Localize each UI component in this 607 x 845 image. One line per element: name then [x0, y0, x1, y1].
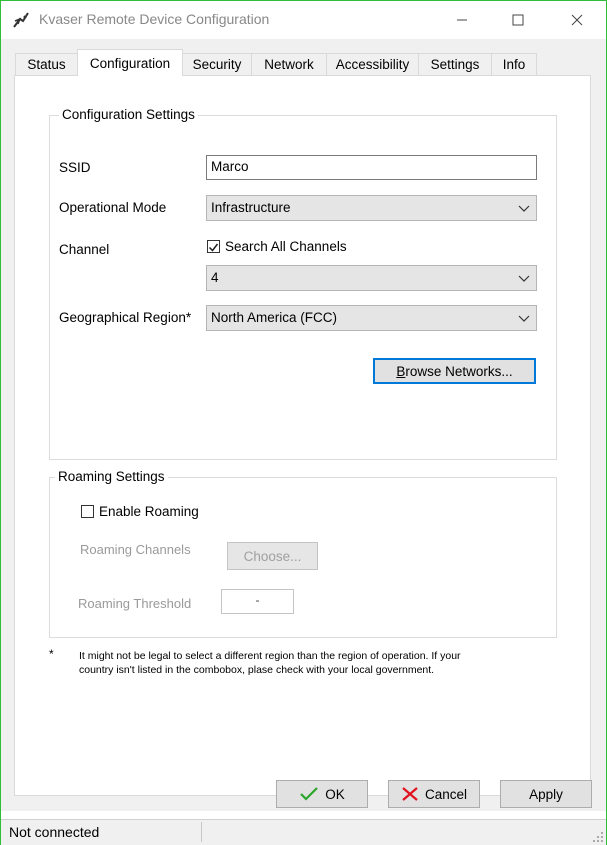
close-button[interactable]	[554, 1, 600, 39]
roaming-threshold-input[interactable]	[221, 589, 294, 614]
status-divider	[201, 822, 202, 842]
tab-label: Status	[27, 57, 66, 72]
tab-status[interactable]	[15, 53, 78, 75]
roaming-settings-group	[49, 469, 557, 638]
roaming-channels-label: Roaming Channels	[80, 542, 191, 557]
ok-button[interactable]	[276, 780, 368, 808]
tab-label: Info	[502, 57, 526, 72]
geographical-region-combo[interactable]	[206, 305, 537, 331]
roaming-settings-title: Roaming Settings	[55, 469, 168, 484]
ssid-label: SSID	[59, 160, 91, 175]
operational-mode-label: Operational Mode	[59, 200, 167, 215]
operational-mode-combo[interactable]	[206, 195, 537, 221]
tab-settings[interactable]	[418, 53, 492, 75]
channel-label: Channel	[59, 242, 110, 257]
cancel-button[interactable]	[388, 780, 480, 808]
browse-networks-button[interactable]	[373, 358, 536, 384]
configuration-settings-title: Configuration Settings	[59, 107, 198, 122]
tab-configuration[interactable]	[77, 49, 183, 76]
tab-label: Accessibility	[335, 57, 410, 72]
tab-info[interactable]	[491, 53, 537, 75]
browse-networks-label	[396, 364, 512, 379]
minimize-button[interactable]	[439, 1, 485, 39]
footnote-line-1: It might not be legal to select a different region than the region of operation. If your	[79, 650, 461, 662]
search-all-channels-label: Search All Channels	[225, 239, 347, 254]
apply-button[interactable]	[500, 780, 592, 808]
dialog-body	[1, 39, 606, 811]
geographical-region-value: North America (FCC)	[211, 310, 338, 325]
channel-combo[interactable]	[206, 265, 537, 291]
operational-mode-value: Infrastructure	[211, 200, 291, 215]
tab-label: Settings	[430, 57, 480, 72]
geographical-region-label: Geographical Region*	[59, 310, 192, 325]
cancel-label: Cancel	[424, 786, 468, 802]
choose-label: Choose...	[243, 548, 302, 564]
x-icon	[401, 786, 419, 802]
status-bar	[1, 819, 606, 845]
tab-label: Network	[264, 57, 314, 72]
maximize-button[interactable]	[495, 1, 541, 39]
configuration-settings-group	[49, 107, 557, 460]
ok-label: OK	[325, 786, 345, 802]
tab-security[interactable]	[182, 53, 252, 75]
roaming-threshold-label: Roaming Threshold	[78, 596, 192, 611]
ssid-input[interactable]	[206, 155, 537, 180]
search-all-channels-checkbox[interactable]	[207, 240, 220, 253]
roaming-threshold-value: -	[255, 593, 260, 607]
enable-roaming-checkbox[interactable]	[81, 505, 94, 518]
check-icon	[299, 786, 319, 802]
window-title: Kvaser Remote Device Configuration	[39, 11, 270, 27]
tab-network[interactable]	[251, 53, 327, 75]
apply-label: Apply	[529, 786, 563, 802]
maximize-icon	[512, 14, 524, 26]
configuration-tab-page	[14, 75, 591, 796]
tab-label: Configuration	[89, 55, 171, 71]
connection-status: Not connected	[9, 824, 100, 840]
tab-label: Security	[192, 57, 242, 72]
tab-accessibility[interactable]	[326, 53, 419, 75]
close-icon	[571, 14, 583, 26]
channel-value: 4	[211, 270, 219, 285]
footnote-marker: *	[49, 647, 54, 661]
enable-roaming-label: Enable Roaming	[99, 504, 199, 519]
ssid-value: Marco	[211, 159, 249, 174]
chevron-down-icon	[518, 203, 530, 213]
minimize-icon	[456, 14, 468, 26]
browse-label-rest: rowse Networks...	[405, 363, 513, 379]
title-bar[interactable]	[1, 1, 606, 39]
footnote-line-2: country isn't listed in the combobox, plase check with your local government.	[79, 664, 435, 676]
browse-accelerator: B	[396, 363, 406, 379]
kvaser-app-icon	[12, 11, 30, 29]
choose-button[interactable]	[227, 542, 318, 570]
resize-grip-icon[interactable]	[592, 831, 604, 843]
chevron-down-icon	[518, 313, 530, 323]
chevron-down-icon	[518, 273, 530, 283]
checkmark-icon	[208, 242, 219, 253]
region-footnote	[79, 649, 461, 677]
